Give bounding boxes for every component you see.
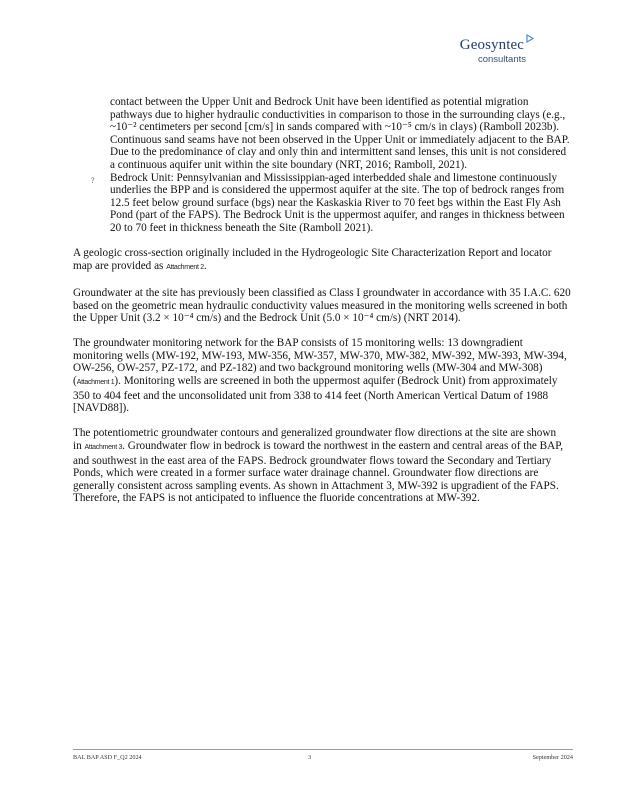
- flow-direction-paragraph: The potentiometric groundwater contours and generalized groundwater flow directions at the site are shown in Attachment 3. Groundwater flow in bedrock is toward the northwest in the eastern and central areas of the BAP, and southwest in the east area of the FAPS. Bedrock groundwater flows toward the Secondary and Tertiary Ponds, which were created in a former surface water drainage channel. Groundwater flow directions are generally consistent across sampling events. As shown in Attachment 3, MW-392 is upgradient of the FAPS. Therefore, the FAPS is not anticipated to influence the fluoride concentrations at MW-392.: [73, 427, 563, 505]
- hydrostratigraphic-list: [73, 96, 573, 235]
- attachment-3-link[interactable]: Attachment 3: [84, 444, 123, 452]
- footer-document-id: BAL BAP ASD F_Q2 2024: [73, 754, 142, 761]
- attachment-2-link[interactable]: Attachment 2: [166, 263, 204, 271]
- company-logo: [434, 34, 534, 66]
- monitoring-network-paragraph: The groundwater monitoring network for the BAP consists of 15 monitoring wells: 13 downgradient monitoring wells (MW-192, MW-193, MW-356, MW-357, MW-370, MW-382, MW-392, MW-393, MW-394, OW-256, OW-257, PZ-172, and PZ-182) and two background monitoring wells (MW-304 and MW-308) (Attachment 1). Monitoring wells are screened in both the uppermost aquifer (Bedrock Unit) from approximately 350 to 404 feet and the unconsolidated unit from 338 to 414 feet (North American Vertical Datum of 1988 [NAVD88]).: [73, 337, 567, 415]
- cross-section-paragraph: A geologic cross-section originally included in the Hydrogeologic Site Characterization Report and locator map are provided as Attachment 2.: [73, 247, 552, 272]
- page-footer: [73, 749, 573, 763]
- footer-date: September 2024: [532, 754, 573, 761]
- document-body: [73, 96, 573, 518]
- bullet-icon: ?: [91, 175, 95, 185]
- triangle-logo-icon: [526, 34, 534, 43]
- logo-subtitle: consultants: [477, 54, 526, 65]
- bedrock-unit-bullet: [73, 172, 573, 235]
- upper-unit-continuation: [73, 96, 573, 172]
- bedrock-unit-text: Bedrock Unit: Pennsylvanian and Mississippian-aged interbedded shale and limestone continuously underlies the BPP and is considered the uppermost aquifer at the site. The top of bedrock ranges from 12.5 feet below ground surface (bgs) near the Kaskaskia River to 70 feet bgs within the East Fly Ash Pond (part of the FAPS). The Bedrock Unit is the uppermost aquifer, and ranges in thickness between 20 to 70 feet in thickness beneath the Site (Ramboll 2021).: [110, 171, 565, 234]
- groundwater-class-paragraph: Groundwater at the site has previously been classified as Class I groundwater in accordance with 35 I.A.C. 620 based on the geometric mean hydraulic conductivity values measured in the monitoring wells screened in both the Upper Unit (3.2 × 10⁻⁴ cm/s) and the Bedrock Unit (5.0 × 10⁻⁴ cm/s) (NRT 2014).: [73, 286, 571, 325]
- upper-unit-text: contact between the Upper Unit and Bedrock Unit have been identified as potential migration pathways due to higher hydraulic conductivities in comparison to those in the surrounding clays (e.g., ~10⁻² centimeters per second [cm/s] in sands compared with ~10⁻⁵ cm/s in clays) (Ramboll 2023b). Continuous sand seams have not been observed in the Upper Unit or immediately adjacent to the BAP. Due to the predominance of clay and only thin and intermittent sand lenses, this unit is not considered a continuous aquifer unit within the site boundary (NRT, 2016; Ramboll, 2021).: [110, 96, 570, 171]
- attachment-1-link[interactable]: Attachment 1: [76, 379, 115, 387]
- footer-page-number: 3: [308, 754, 312, 761]
- logo-name: Geosyntec: [459, 37, 524, 53]
